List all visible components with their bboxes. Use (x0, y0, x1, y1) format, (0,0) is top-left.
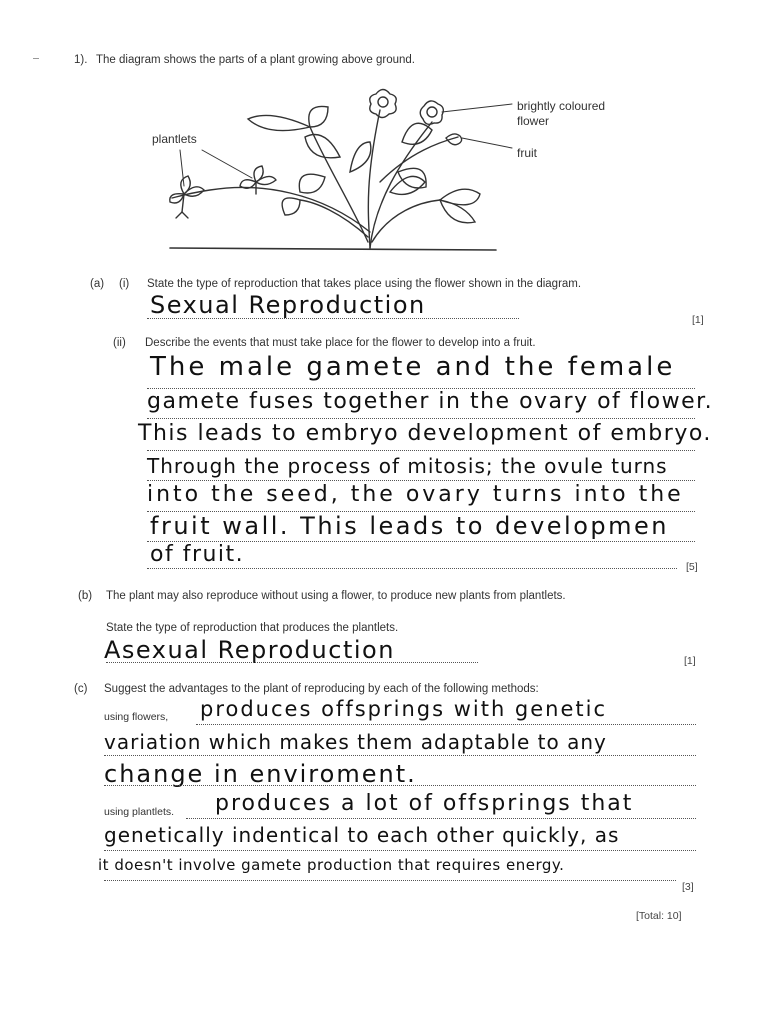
answer-line (104, 850, 696, 851)
answer-line (104, 880, 676, 881)
part-c-plantlets-label: using plantlets. (104, 806, 175, 818)
part-a-ii-answer-line-7: of fruit. (150, 542, 245, 567)
label-plantlets: plantlets (152, 132, 197, 146)
answer-line (104, 755, 696, 756)
part-c-flowers-answer-line-1: produces offsprings with genetic (200, 697, 608, 721)
part-a-i-marks: [1] (692, 314, 704, 326)
answer-line (196, 724, 696, 725)
part-b-subprompt: State the type of reproduction that produces the plantlets. (106, 622, 399, 634)
part-a-ii-answer-line-1: The male gamete and the female (150, 352, 676, 382)
part-c-plantlets-answer-line-2: genetically indentical to each other quickly, as (104, 823, 620, 847)
label-flower-line1: brightly coloured (517, 99, 606, 113)
part-a-ii-answer-line-6: fruit wall. This leads to developmen (150, 512, 669, 540)
plant-diagram (140, 82, 560, 257)
label-flower-line2: flower (517, 114, 550, 128)
part-a-letter: (a) (90, 278, 105, 290)
answer-line (147, 480, 695, 481)
answer-line (147, 450, 695, 451)
part-c-flowers-answer-line-2: variation which makes them adaptable to any (104, 730, 607, 754)
part-a-ii-prompt: Describe the events that must take place for the flower to develop into a fruit. (145, 337, 536, 349)
answer-line (106, 662, 478, 663)
part-b-letter: (b) (78, 590, 93, 602)
part-c-prompt: Suggest the advantages to the plant of reproducing by each of the following methods: (104, 683, 539, 695)
part-a-ii-answer-line-2: gamete fuses together in the ovary of flower. (147, 389, 714, 414)
part-a-i-prompt: State the type of reproduction that takes place using the flower shown in the diagram. (147, 278, 582, 290)
answer-line (104, 785, 696, 786)
part-c-plantlets-answer-line-1: produces a lot of offsprings that (215, 791, 634, 816)
part-b-prompt: The plant may also reproduce without using a flower, to produce new plants from plantlets. (106, 590, 566, 602)
answer-line (186, 818, 696, 819)
margin-mark (33, 58, 39, 59)
answer-line (147, 568, 677, 569)
part-a-i-numeral: (i) (119, 278, 130, 290)
part-a-ii-answer-line-5: into the seed, the ovary turns into the (147, 482, 684, 507)
part-a-ii-marks: [5] (686, 561, 698, 573)
flower-1 (370, 90, 396, 118)
part-b-marks: [1] (684, 655, 696, 667)
flower-2 (420, 101, 443, 124)
part-a-i-answer: Sexual Reproduction (150, 291, 426, 319)
part-c-flowers-label: using flowers, (104, 711, 169, 723)
part-a-ii-numeral: (ii) (113, 337, 126, 349)
part-c-flowers-answer-line-3: change in enviroment. (104, 760, 417, 788)
part-c-letter: (c) (74, 683, 88, 695)
part-c-plantlets-answer-line-3: it doesn't involve gamete production that requires energy. (98, 856, 565, 874)
question-stem: The diagram shows the parts of a plant growing above ground. (96, 54, 415, 66)
part-a-ii-answer-line-3: This leads to embryo development of embryo. (138, 421, 712, 446)
plant-illustration (170, 90, 512, 251)
part-b-answer: Asexual Reproduction (104, 636, 395, 664)
label-fruit: fruit (517, 146, 538, 160)
answer-line (147, 318, 519, 319)
question-number: 1). (74, 54, 88, 66)
part-c-marks: [3] (682, 881, 694, 893)
part-a-ii-answer-line-4: Through the process of mitosis; the ovule turns (147, 454, 668, 478)
total-marks: [Total: 10] (636, 910, 682, 922)
answer-line (147, 418, 695, 419)
